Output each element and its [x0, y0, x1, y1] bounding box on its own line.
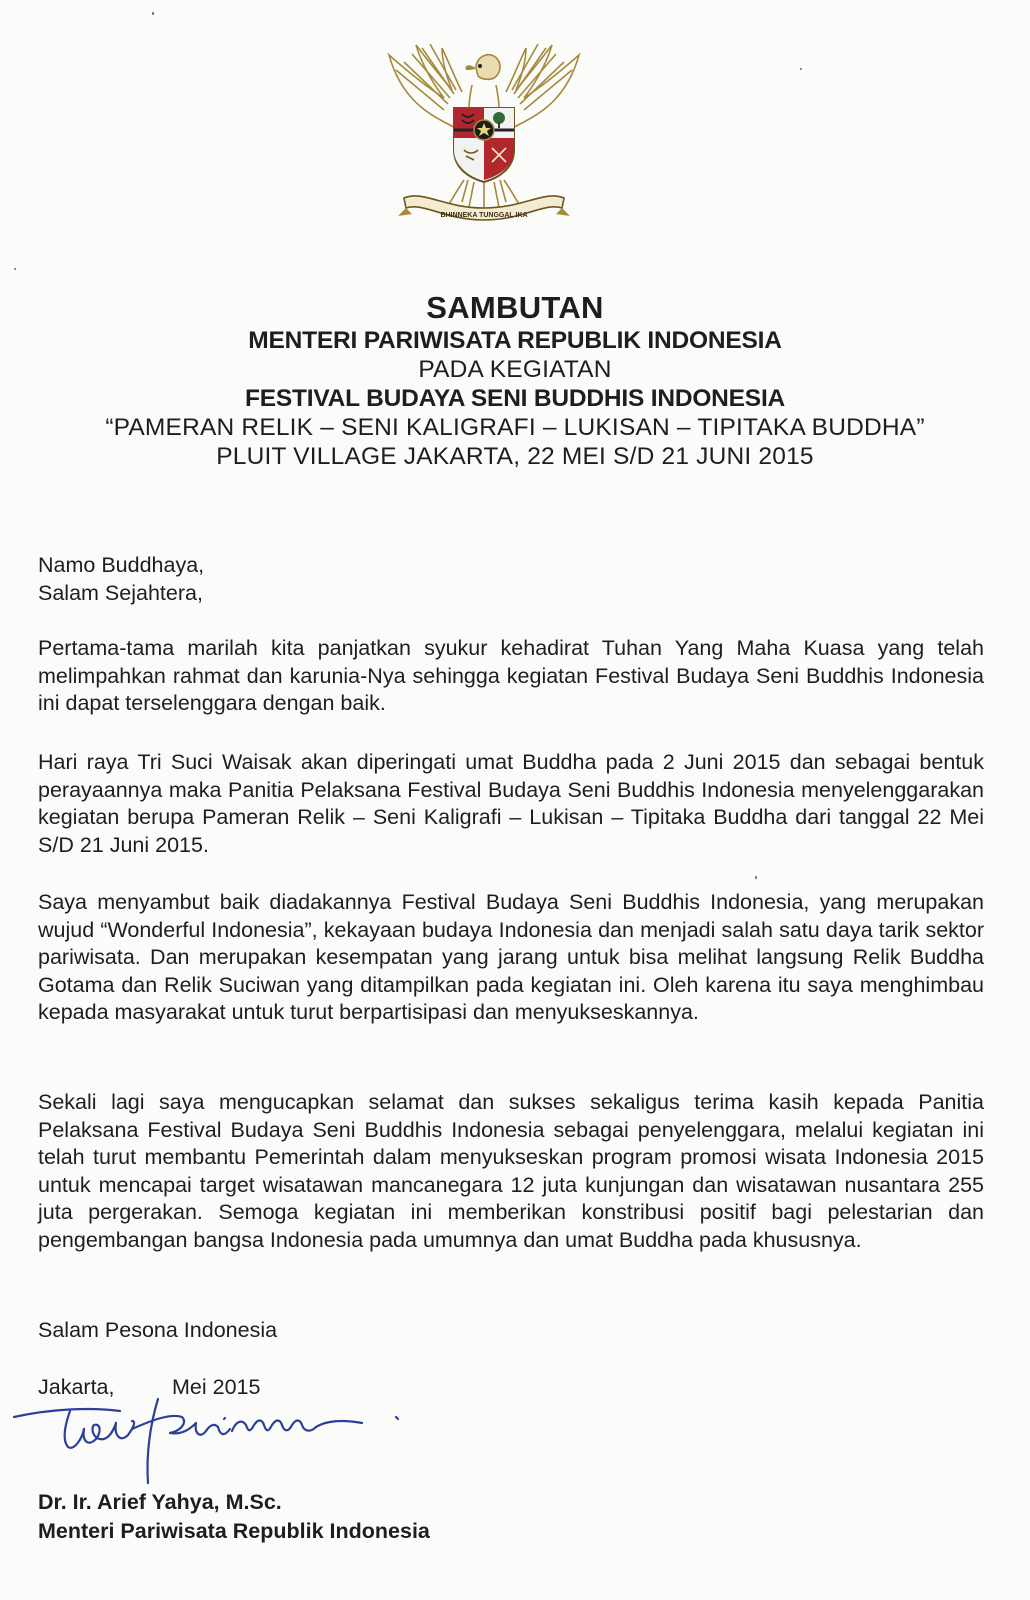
paragraph-1: Pertama-tama marilah kita panjatkan syukur kehadirat Tuhan Yang Maha Kuasa yang telah melimpahkan rahmat dan karunia-Nya sehingga kegiatan Festival Budaya Seni Buddhis Indonesia ini dapat terselenggara dengan baik. — [38, 636, 984, 715]
header-venue-date: PLUIT VILLAGE JAKARTA, 22 MEI S/D 21 JUNI 2015 — [216, 443, 814, 470]
document-header — [30, 290, 1000, 471]
closing-salutation: Salam Pesona Indonesia — [38, 1318, 278, 1342]
paragraph-2: Hari raya Tri Suci Waisak akan diperingati umat Buddha pada 2 Juni 2015 dan sebagai bentuk perayaannya maka Panitia Pelaksana Festival Budaya Seni Buddhis Indonesia menyelenggarakan kegiatan berupa Pameran Relik – Seni Kaligrafi – Lukisan – Tipitaka Buddha dari tanggal 22 Mei S/D 21 Juni 2015. — [38, 750, 984, 857]
place: Jakarta, — [38, 1375, 115, 1399]
signer-title: Menteri Pariwisata Republik Indonesia — [38, 1519, 430, 1543]
paragraph-4: Sekali lagi saya mengucapkan selamat dan sukses sekaligus terima kasih kepada Panitia Pelaksana Festival Budaya Seni Buddhis Indonesia sebagai penyelenggara, melalui kegiatan ini telah turut membantu Pemerintah dalam menyukseskan program promosi wisata Indonesia 2015 untuk mencapai target wisatawan mancanegara 12 juta kunjungan dan wisatawan nusantara 255 juta pergerakan. Semoga kegiatan ini memberikan konstribusi positif bagi pelestarian dan pengembangan bangsa Indonesia pada umumnya dan umat Buddha pada khususnya. — [38, 1090, 984, 1252]
header-festival-name: FESTIVAL BUDAYA SENI BUDDHIS INDONESIA — [244, 385, 786, 412]
paper-speck — [152, 12, 154, 15]
paragraph-3: Saya menyambut baik diadakannya Festival Budaya Seni Buddhis Indonesia, yang merupakan wujud “Wonderful Indonesia”, kekayaan budaya Indonesia dan menjadi salah satu daya tarik sektor pariwisata. Dan merupakan kesempatan yang jarang untuk bisa melihat langsung Relik Buddha Gotama dan Relik Suciwan yang ditampilkan pada kegiatan ini. Oleh karena itu saya menghimbau kepada masyarakat untuk turut berpartisipasi dan menyukseskannya. — [38, 890, 984, 1024]
paper-speck — [14, 268, 16, 270]
emblem-motto: BHINNEKA TUNGGAL IKA — [440, 212, 528, 219]
header-minister-line: MENTERI PARIWISATA REPUBLIK INDONESIA — [248, 327, 782, 354]
paper-speck — [755, 876, 757, 879]
signer-name: Dr. Ir. Arief Yahya, M.Sc. — [38, 1490, 282, 1514]
greeting-line-1: Namo Buddhaya, — [38, 553, 205, 577]
signer-block — [38, 1488, 430, 1546]
greeting-line-2: Salam Sejahtera, — [38, 580, 203, 605]
paper-speck — [800, 68, 802, 70]
header-event-label: PADA KEGIATAN — [418, 356, 612, 383]
greeting — [38, 552, 984, 607]
document-title: SAMBUTAN — [426, 290, 604, 325]
header-exhibition-subtitle: “PAMERAN RELIK – SENI KALIGRAFI – LUKISAN – TIPITAKA BUDDHA” — [105, 414, 925, 441]
handwritten-signature — [10, 1395, 410, 1490]
date: Mei 2015 — [172, 1375, 261, 1399]
garuda-pancasila-emblem-icon — [384, 30, 584, 235]
